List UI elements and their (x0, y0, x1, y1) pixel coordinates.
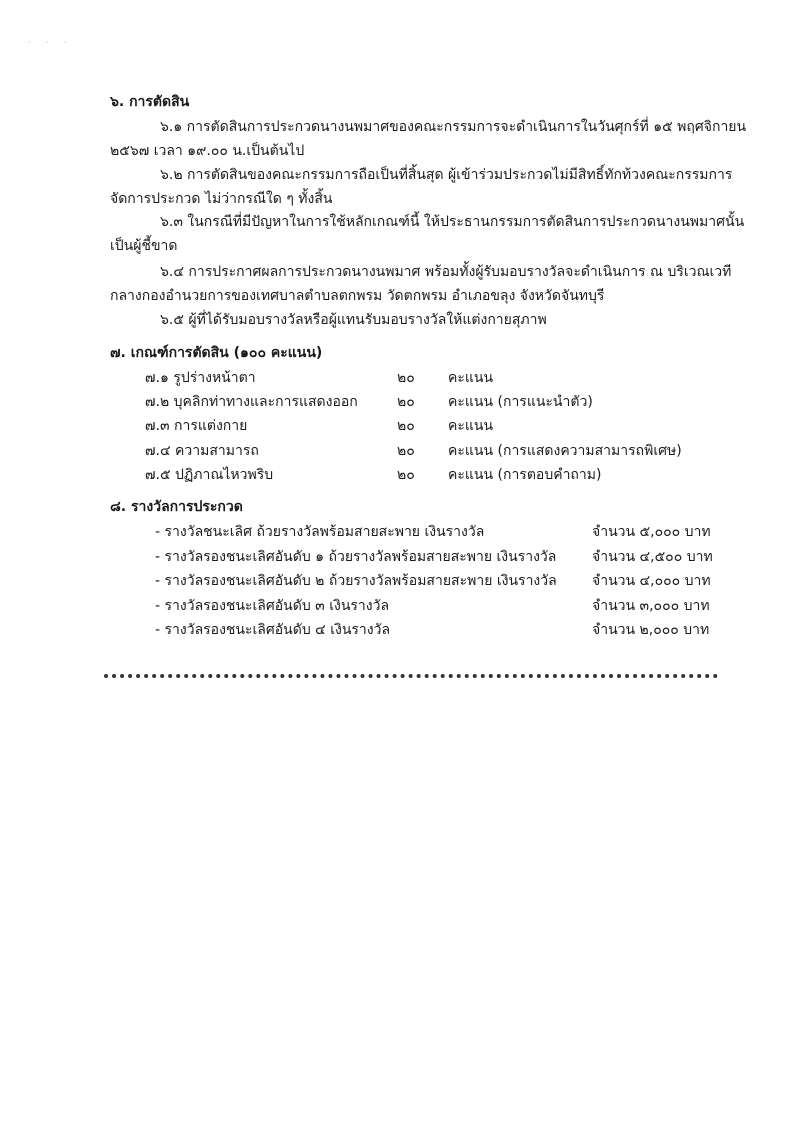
section-6-2-line-1: ๖.๒ การตัดสินของคณะกรรมการถือเป็นที่สิ้นสุด ผู้เข้าร่วมประกวดไม่มีสิทธิ์ทักท้วงคณะกรรมการ (160, 167, 733, 183)
section-6-1-line-2: ๒๕๖๗ เวลา ๑๙.๐๐ น.เป็นต้นไป (110, 143, 305, 159)
prize-3-desc: - รางวัลรองชนะเลิศอันดับ ๒ ถ้วยรางวัลพร้อมสายสะพาย เงินรางวัล (155, 573, 557, 589)
prize-2-amount: จำนวน ๔,๕๐๐ บาท (592, 549, 713, 565)
criteria-7-4-score: ๒๐ (397, 443, 415, 459)
criteria-7-3-score: ๒๐ (397, 418, 415, 434)
criteria-7-2-unit: คะแนน (การแนะนำตัว) (448, 394, 593, 410)
prize-4-amount: จำนวน ๓,๐๐๐ บาท (592, 598, 710, 614)
section-6-1-line-1: ๖.๑ การตัดสินการประกวดนางนพมาศของคณะกรรมการจะดำเนินการในวันศุกร์ที่ ๑๕ พฤศจิกายน (160, 119, 747, 135)
prize-4-desc: - รางวัลรองชนะเลิศอันดับ ๓ เงินรางวัล (155, 598, 390, 614)
prize-2-desc: - รางวัลรองชนะเลิศอันดับ ๑ ถ้วยรางวัลพร้อมสายสะพาย เงินรางวัล (155, 549, 557, 565)
criteria-7-5-label: ๗.๕ ปฏิภาณไหวพริบ (145, 467, 274, 483)
prize-5-amount: จำนวน ๒,๐๐๐ บาท (592, 622, 710, 638)
prize-1-amount: จำนวน ๕,๐๐๐ บาท (592, 524, 711, 540)
section-6-3-line-2: เป็นผู้ชี้ขาด (110, 238, 178, 254)
criteria-7-3-label: ๗.๓ การแต่งกาย (145, 418, 248, 434)
prize-1-desc: - รางวัลชนะเลิศ ถ้วยรางวัลพร้อมสายสะพาย เงินรางวัล (155, 524, 485, 540)
section-6-3-line-1: ๖.๓ ในกรณีที่มีปัญหาในการใช้หลักเกณฑ์นี้ ให้ประธานกรรมการตัดสินการประกวดนางนพมาศนั้น (160, 214, 745, 230)
prize-3-amount: จำนวน ๔,๐๐๐ บาท (592, 573, 711, 589)
section-8-heading: ๘. รางวัลการประกวด (110, 499, 243, 515)
section-6-4-line-1: ๖.๔ การประกาศผลการประกวดนางนพมาศ พร้อมทั้งผู้รับมอบรางวัลจะดำเนินการ ณ บริเวณเวที (160, 264, 732, 280)
criteria-7-4-label: ๗.๔ ความสามารถ (145, 443, 259, 459)
criteria-7-2-score: ๒๐ (397, 394, 415, 410)
criteria-7-2-label: ๗.๒ บุคลิกท่าทางและการแสดงออก (145, 394, 358, 410)
criteria-7-3-unit: คะแนน (448, 418, 494, 434)
criteria-7-1-label: ๗.๑ รูปร่างหน้าตา (145, 370, 256, 386)
criteria-7-5-unit: คะแนน (การตอบคำถาม) (448, 467, 602, 483)
scan-specks: · · · (28, 38, 73, 48)
section-6-2-line-2: จัดการประกวด ไม่ว่ากรณีใด ๆ ทั้งสิ้น (110, 191, 333, 207)
prize-5-desc: - รางวัลรองชนะเลิศอันดับ ๔ เงินรางวัล (155, 622, 391, 638)
criteria-7-1-unit: คะแนน (448, 370, 494, 386)
section-7-heading: ๗. เกณฑ์การตัดสิน (๑๐๐ คะแนน) (110, 345, 323, 361)
criteria-7-5-score: ๒๐ (397, 467, 415, 483)
section-6-4-line-2: กลางกองอำนวยการของเทศบาลตำบลตกพรม วัดตกพรม อำเภอขลุง จังหวัดจันทบุรี (110, 288, 605, 304)
dotted-divider (104, 674, 718, 678)
criteria-7-4-unit: คะแนน (การแสดงความสามารถพิเศษ) (448, 443, 682, 459)
criteria-7-1-score: ๒๐ (397, 370, 415, 386)
section-6-5-line-1: ๖.๕ ผู้ที่ได้รับมอบรางวัลหรือผู้แทนรับมอบรางวัลให้แต่งกายสุภาพ (160, 312, 547, 328)
section-6-heading: ๖. การตัดสิน (110, 94, 190, 110)
